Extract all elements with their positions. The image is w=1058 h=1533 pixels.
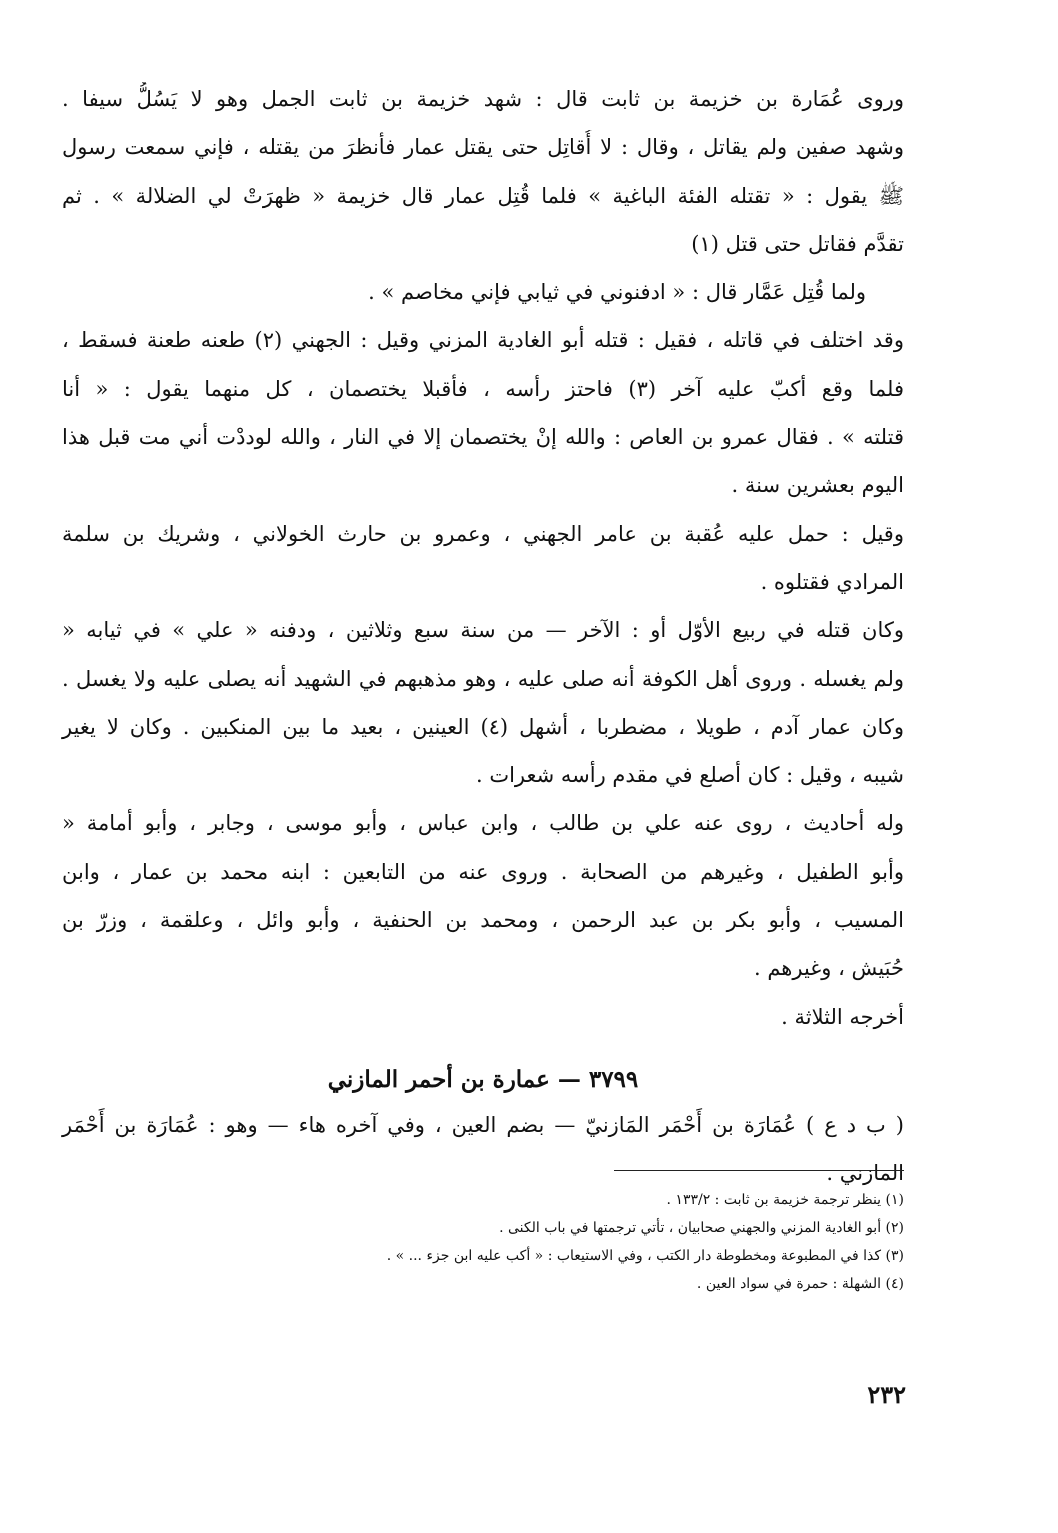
text-line: المرادي فقتلوه . bbox=[760, 569, 904, 594]
entry-heading: ٣٧٩٩ — عمارة بن أحمر المازني bbox=[327, 1065, 639, 1093]
page-number: ٢٣٢ bbox=[867, 1380, 906, 1409]
text-line: أخرجه الثلاثة . bbox=[781, 1004, 904, 1029]
footnote: (٢) أبو الغادية المزني والجهني صحابيان ، تأتي ترجمتها في باب الكنى . bbox=[499, 1220, 904, 1236]
text-line: ولما قُتِل عَمَّار قال : « ادفنوني في ثيابي فإني مخاصم » . bbox=[368, 280, 866, 305]
text-line: وشهد صفين ولم يقاتل ، وقال : لا أُقاتِل حتى يقتل عمار فأنظرَ من يقتله ، فإني سمعت رسول bbox=[62, 135, 904, 160]
footnote-divider bbox=[614, 1170, 904, 1171]
text-line: وكان عمار آدم ، طويلا ، مضطربا ، أشهل (٤) العينين ، بعيد ما بين المنكبين . وكان لا يغير bbox=[62, 714, 904, 739]
text-line: اليوم بعشرين سنة . bbox=[731, 473, 904, 498]
text-line: حُبَيش ، وغيرهم . bbox=[753, 956, 904, 981]
text-line: المازني . bbox=[826, 1161, 904, 1186]
text-line: تقدَّم فقاتل حتى قتل (١) bbox=[691, 231, 904, 256]
text-line: فلما وقع أكبّ عليه آخر (٣) فاحتز رأسه ، فأقبلا يختصمان ، كل منهما يقول : « أنا bbox=[62, 376, 905, 401]
text-line: ولم يغسله . وروى أهل الكوفة أنه صلى عليه ، وهو مذهبهم في الشهيد أنه يصلى عليه ولا يغسل . bbox=[62, 666, 904, 691]
text-line: المسيب ، وأبو بكر بن عبد الرحمن ، ومحمد بن الحنفية ، وأبو وائل ، وعلقمة ، وزرّ بن bbox=[62, 908, 904, 933]
footnote: (٤) الشهلة : حمرة في سواد العين . bbox=[696, 1276, 904, 1292]
footnote: (١) ينظر ترجمة خزيمة بن ثابت : ١٣٣/٢ . bbox=[666, 1192, 904, 1208]
footnote: (٣) كذا في المطبوعة ومخطوطة دار الكتب ، وفي الاستيعاب : « أكب عليه ابن جزء ... » . bbox=[386, 1248, 904, 1264]
text-line: شيبه ، وقيل : كان أصلع في مقدم رأسه شعرات . bbox=[475, 763, 904, 788]
footnotes bbox=[300, 1186, 904, 1298]
text-line: وروى عُمَارة بن خزيمة بن ثابت قال : شهد خزيمة بن ثابت الجمل وهو لا يَسُلُّ سيفا . bbox=[62, 87, 904, 111]
book-page-body bbox=[60, 82, 906, 1205]
text-line: وله أحاديث ، روى عنه علي بن طالب ، وابن عباس ، وأبو موسى ، وجابر ، وأبو أمامة « bbox=[62, 811, 904, 836]
text-line: وقيل : حمل عليه عُقبة بن عامر الجهني ، وعمرو بن حارث الخولاني ، وشريك بن سلمة bbox=[62, 521, 904, 546]
entry-heading-wrap bbox=[60, 1052, 906, 1108]
text-line: ( ب د ع ) عُمَارَة بن أَحْمَر المَازنيّ — بضم العين ، وفي آخره هاء — وهو : عُمَارَة بن أَحْمَر bbox=[62, 1112, 904, 1137]
text-line: وكان قتله في ربيع الأوّل أو : الآخر — من سنة سبع وثلاثين ، ودفنه « علي » في ثيابه « bbox=[62, 618, 904, 643]
text-line: وأبو الطفيل ، وغيرهم من الصحابة . وروى عنه من التابعين : ابنه محمد بن عمار ، وابن bbox=[62, 859, 904, 884]
text-line: وقد اختلف في قاتله ، فقيل : قتله أبو الغادية المزني وقيل : الجهني (٢) طعنه طعنة فسقط ، bbox=[62, 328, 904, 353]
text-line: قتلته » . فقال عمرو بن العاص : والله إنْ يختصمان إلا في النار ، والله لوددْت أني مت قبل هذا bbox=[62, 425, 904, 450]
text-line: ﷺ يقول : « تقتله الفئة الباغية » فلما قُتِل عمار قال خزيمة « ظهرَتْ لي الضلالة » . ثم bbox=[62, 183, 904, 208]
